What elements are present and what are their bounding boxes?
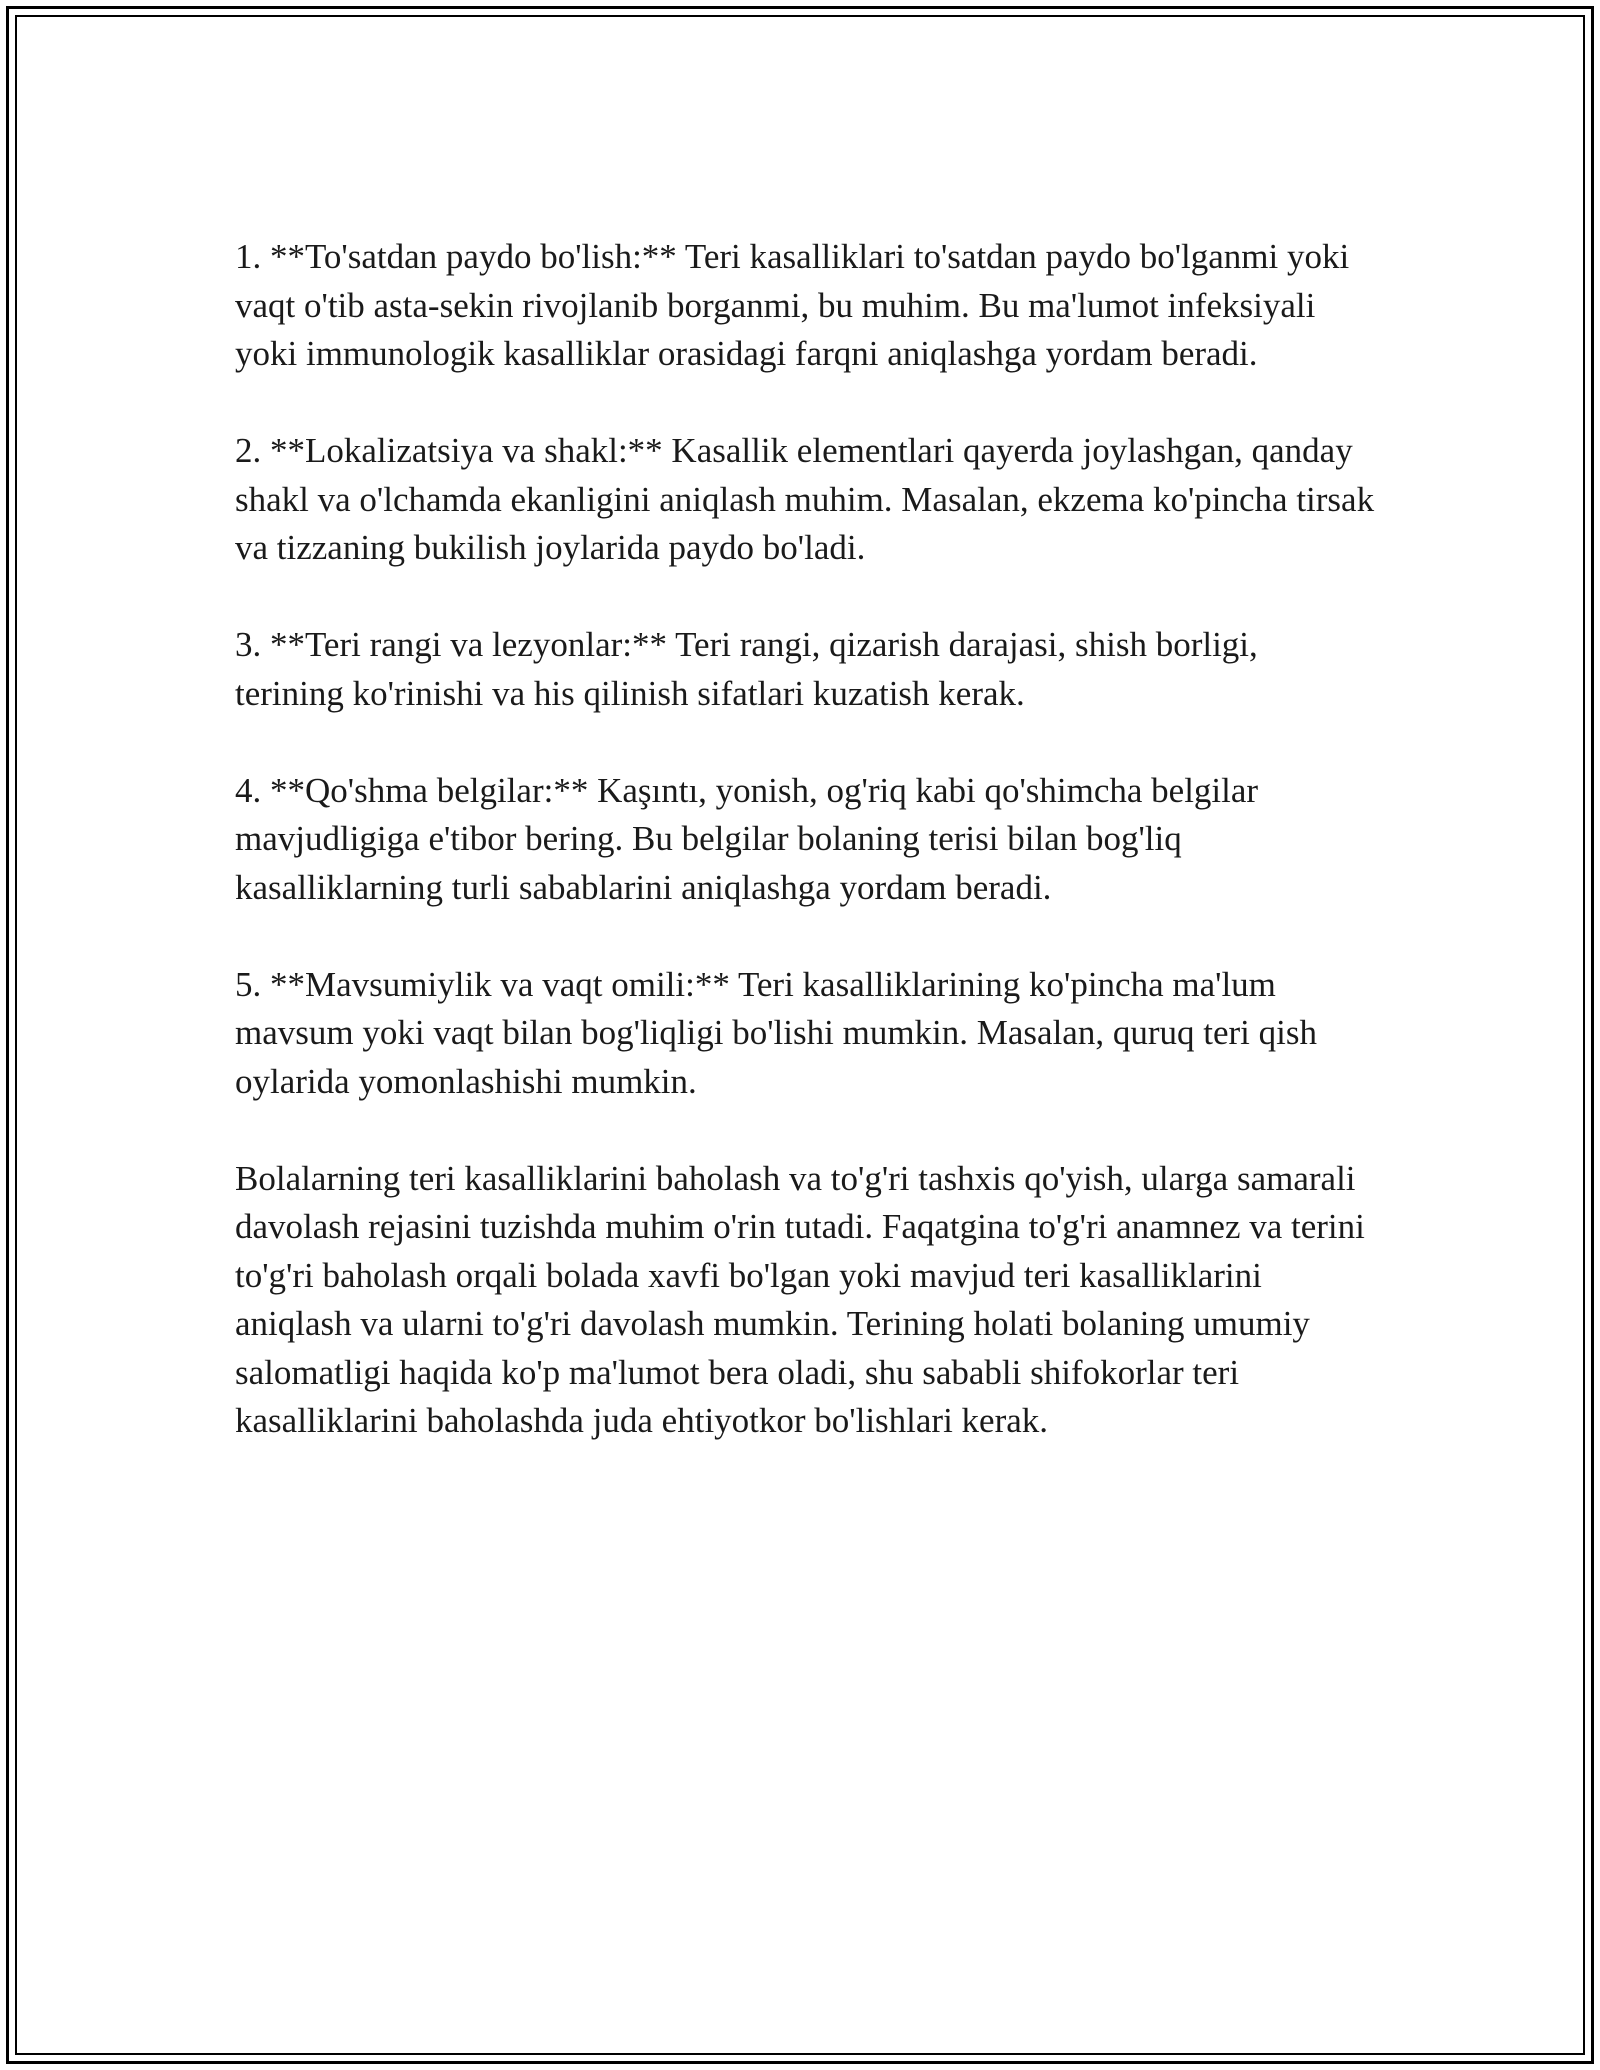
- paragraph-skin-color: 3. **Teri rangi va lezyonlar:** Teri rangi, qizarish darajasi, shish borligi, terining ko'rinishi va his qilinish sifatlari kuzatish kerak.: [235, 625, 1258, 713]
- paragraph-localization: 2. **Lokalizatsiya va shakl:** Kasallik elementlari qayerda joylashgan, qanday shakl va o'lchamda ekanligini aniqlash muhim. Masalan, ekzema ko'pincha tirsak va tizzaning bukilish joylarida paydo bo'ladi.: [235, 431, 1375, 567]
- paragraph-seasonality: 5. **Mavsumiylik va vaqt omili:** Teri kasalliklarining ko'pincha ma'lum mavsum yoki vaqt bilan bog'liqligi bo'lishi mumkin. Masalan, quruq teri qish oylarida yomonlashishi mumkin.: [235, 964, 1317, 1101]
- paragraph-conclusion: Bolalarning teri kasalliklarini baholash va to'g'ri tashxis qo'yish, ularga samarali davolash rejasini tuzishda muhim o'rin tutadi. Faqatgina to'g'ri anamnez va terini to'g'ri baholash orqali bolada xavfi bo'lgan yoki mavjud teri kasalliklarini aniqlash va ularni to'g'ri davolash mumkin. Terining holati bolaning umumiy salomatligi haqida ko'p ma'lumot bera oladi, shu sababli shifokorlar teri kasalliklarini baholashda juda ehtiyotkor bo'lishlari kerak.: [235, 1158, 1365, 1440]
- paragraph-onset: 1. **To'satdan paydo bo'lish:** Teri kasalliklari to'satdan paydo bo'lganmi yoki vaqt o'tib asta-sekin rivojlanib borganmi, bu muhim. Bu ma'lumot infeksiyali yoki immunologik kasalliklar orasidagi farqni aniqlashga yordam beradi.: [235, 237, 1350, 373]
- document-body: [235, 233, 1375, 1446]
- paragraph-associated-symptoms: 4. **Qo'shma belgilar:** Kaşıntı, yonish, og'riq kabi qo'shimcha belgilar mavjudligiga e'tibor bering. Bu belgilar bolaning terisi bilan bog'liq kasalliklarning turli sabablarini aniqlashga yordam beradi.: [235, 770, 1259, 907]
